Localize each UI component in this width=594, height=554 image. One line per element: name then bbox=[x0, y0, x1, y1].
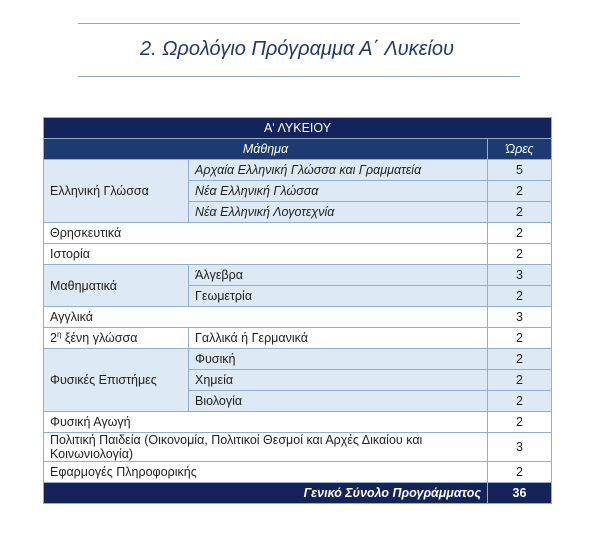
table-row bbox=[44, 307, 552, 328]
group-name: Μαθηματικά bbox=[44, 265, 189, 307]
hours-cell: 2 bbox=[488, 412, 552, 433]
ordinal-number: 2 bbox=[50, 331, 57, 345]
table-row bbox=[44, 349, 552, 370]
subject-cell: Εφαρμογές Πληροφορικής bbox=[44, 462, 488, 483]
table-row bbox=[44, 223, 552, 244]
table-caption-row bbox=[44, 118, 552, 139]
schedule-table bbox=[43, 117, 552, 504]
group-name bbox=[44, 328, 189, 349]
hours-cell: 2 bbox=[488, 328, 552, 349]
top-divider bbox=[78, 23, 520, 24]
subject-cell: Νέα Ελληνική Λογοτεχνία bbox=[189, 202, 488, 223]
subject-cell: Φυσική bbox=[189, 349, 488, 370]
total-label: Γενικό Σύνολο Προγράμματος bbox=[44, 483, 488, 504]
hours-cell: 2 bbox=[488, 462, 552, 483]
hours-cell: 3 bbox=[488, 433, 552, 462]
hours-cell: 2 bbox=[488, 223, 552, 244]
subject-cell: Πολιτική Παιδεία (Οικονομία, Πολιτικοί Θεσμοί και Αρχές Δικαίου και Κοινωνιολογία) bbox=[44, 433, 488, 462]
hours-cell: 3 bbox=[488, 265, 552, 286]
hours-cell: 2 bbox=[488, 202, 552, 223]
table-row bbox=[44, 265, 552, 286]
table-row bbox=[44, 433, 552, 462]
subject-cell: Αρχαία Ελληνική Γλώσσα και Γραμματεία bbox=[189, 160, 488, 181]
table-row bbox=[44, 328, 552, 349]
table-row bbox=[44, 412, 552, 433]
hours-cell: 2 bbox=[488, 391, 552, 412]
table-row bbox=[44, 160, 552, 181]
hours-cell: 2 bbox=[488, 244, 552, 265]
subject-cell: Θρησκευτικά bbox=[44, 223, 488, 244]
subject-cell: Βιολογία bbox=[189, 391, 488, 412]
subject-cell: Ιστορία bbox=[44, 244, 488, 265]
hours-cell: 2 bbox=[488, 286, 552, 307]
subject-cell: Άλγεβρα bbox=[189, 265, 488, 286]
page-title: 2. Ωρολόγιο Πρόγραμμα Α΄ Λυκείου bbox=[139, 38, 455, 60]
hours-cell: 5 bbox=[488, 160, 552, 181]
hours-cell: 2 bbox=[488, 181, 552, 202]
table-header-row bbox=[44, 139, 552, 160]
column-header-subject: Μάθημα bbox=[44, 139, 488, 160]
hours-cell: 2 bbox=[488, 370, 552, 391]
table-caption: Α' ΛΥΚΕΙΟΥ bbox=[44, 118, 552, 139]
total-row bbox=[44, 483, 552, 504]
group-name-text: ξένη γλώσσα bbox=[61, 331, 138, 345]
column-header-hours: Ώρες bbox=[488, 139, 552, 160]
subject-cell: Φυσική Αγωγή bbox=[44, 412, 488, 433]
subject-cell: Γεωμετρία bbox=[189, 286, 488, 307]
table-row bbox=[44, 244, 552, 265]
hours-cell: 3 bbox=[488, 307, 552, 328]
subject-cell: Χημεία bbox=[189, 370, 488, 391]
bottom-divider bbox=[78, 76, 520, 77]
subject-cell: Νέα Ελληνική Γλώσσα bbox=[189, 181, 488, 202]
subject-cell: Γαλλικά ή Γερμανικά bbox=[189, 328, 488, 349]
ordinal-suffix: η bbox=[56, 329, 62, 339]
table-row bbox=[44, 462, 552, 483]
subject-cell: Αγγλικά bbox=[44, 307, 488, 328]
total-hours: 36 bbox=[488, 483, 552, 504]
group-name: Φυσικές Επιστήμες bbox=[44, 349, 189, 412]
group-name: Ελληνική Γλώσσα bbox=[44, 160, 189, 223]
hours-cell: 2 bbox=[488, 349, 552, 370]
